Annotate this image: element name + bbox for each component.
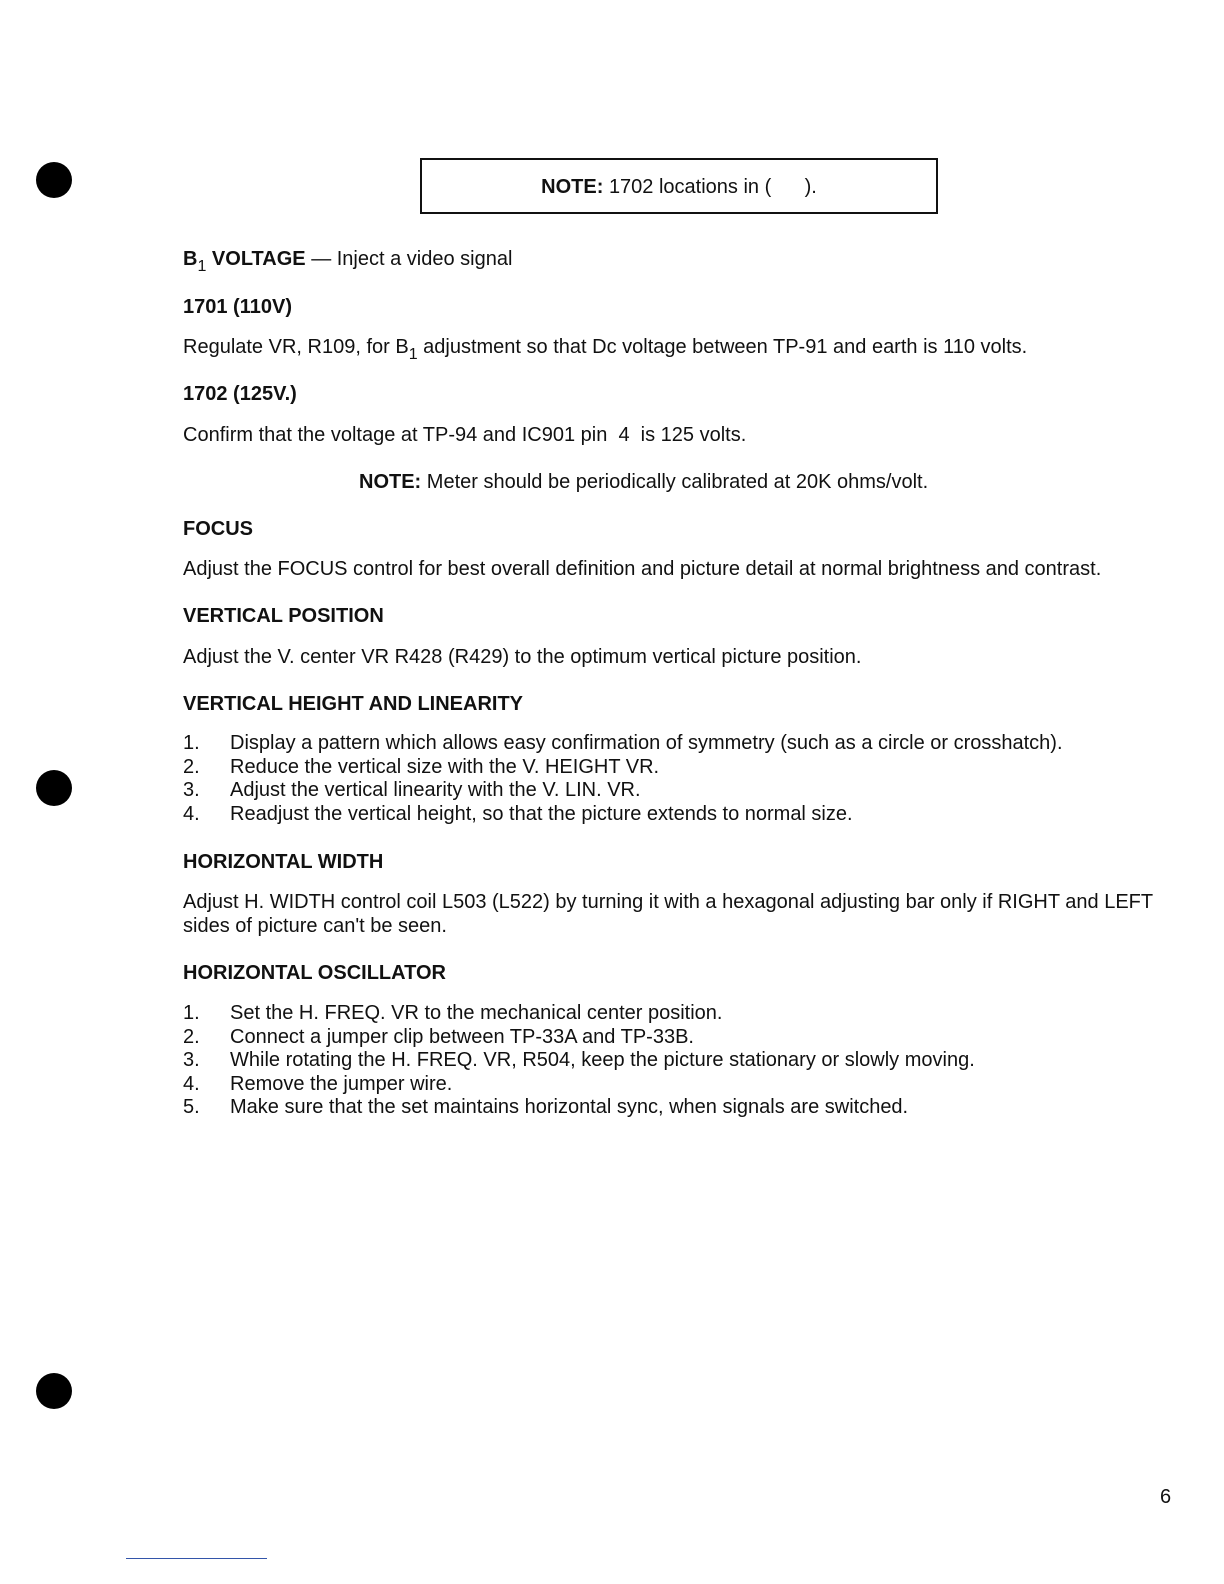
note-box (420, 158, 938, 214)
list-item: 2. Reduce the vertical size with the V. HEIGHT VR. (183, 755, 660, 778)
heading-vertical-height-linearity: VERTICAL HEIGHT AND LINEARITY (183, 693, 524, 715)
list-item: 4. Readjust the vertical height, so that the picture extends to normal size. (183, 802, 853, 825)
list-item: 5. Make sure that the set maintains horizontal sync, when signals are switched. (183, 1096, 909, 1118)
heading-horizontal-width: HORIZONTAL WIDTH (183, 851, 384, 873)
b1-heading: VOLTAGE (211, 248, 306, 270)
text-1702: Confirm that the voltage at TP-94 and IC901 pin 4 is 125 volts. (183, 424, 747, 446)
b1-prefix: B (183, 248, 198, 270)
b1-text: Inject a video signal (336, 248, 513, 270)
binder-hole-middle (36, 770, 72, 806)
heading-1702: 1702 (125V.) (183, 383, 297, 405)
binder-hole-bottom (36, 1373, 72, 1409)
list-item: 4. Remove the jumper wire. (183, 1072, 453, 1095)
list-item: 1. Display a pattern which allows easy confirmation of symmetry (such as a circle or crosshatch). (183, 732, 1063, 754)
text-horizontal-width: Adjust H. WIDTH control coil L503 (L522) by turning it with a hexagonal adjusting bar only if RIGHT and LEFT sides of picture can't be seen. (183, 891, 1153, 937)
page-number: 6 (1160, 1486, 1172, 1508)
heading-horizontal-oscillator: HORIZONTAL OSCILLATOR (183, 962, 446, 984)
meter-note (359, 471, 928, 494)
text-vertical-position: Adjust the V. center VR R428 (R429) to the optimum vertical picture position. (183, 646, 862, 668)
list-vertical-height-linearity (183, 732, 1063, 826)
list-item: 3. Adjust the vertical linearity with the V. LIN. VR. (183, 779, 641, 801)
text-1701-b: adjustment so that Dc voltage between TP-91 and earth is 110 volts. (417, 336, 1028, 358)
note-box-text: 1702 locations in ( ). (608, 176, 817, 198)
list-item: 1. Set the H. FREQ. VR to the mechanical center position. (183, 1002, 723, 1024)
text-1701-a: Regulate VR, R109, for B (183, 336, 409, 358)
list-item: 2. Connect a jumper clip between TP-33A and TP-33B. (183, 1025, 694, 1048)
heading-vertical-position: VERTICAL POSITION (183, 605, 384, 627)
b1-voltage-line (183, 248, 513, 275)
text-focus: Adjust the FOCUS control for best overall definition and picture detail at normal brightness and contrast. (183, 558, 1102, 580)
binder-hole-top (36, 162, 72, 198)
footer-rule (126, 1558, 267, 1559)
heading-focus: FOCUS (183, 518, 253, 540)
b1-subscript: 1 (197, 258, 207, 275)
heading-1701: 1701 (110V) (183, 296, 292, 318)
list-item: 3. While rotating the H. FREQ. VR, R504, keep the picture stationary or slowly moving. (183, 1049, 975, 1071)
meter-note-label: NOTE: (359, 471, 422, 493)
b1-dash: — (311, 248, 332, 270)
note-box-label: NOTE: (541, 176, 604, 198)
list-horizontal-oscillator (183, 1002, 975, 1120)
text-1701 (183, 336, 1028, 363)
text-1701-sub: 1 (408, 346, 418, 363)
meter-note-text: Meter should be periodically calibrated at 20K ohms/volt. (426, 471, 929, 493)
